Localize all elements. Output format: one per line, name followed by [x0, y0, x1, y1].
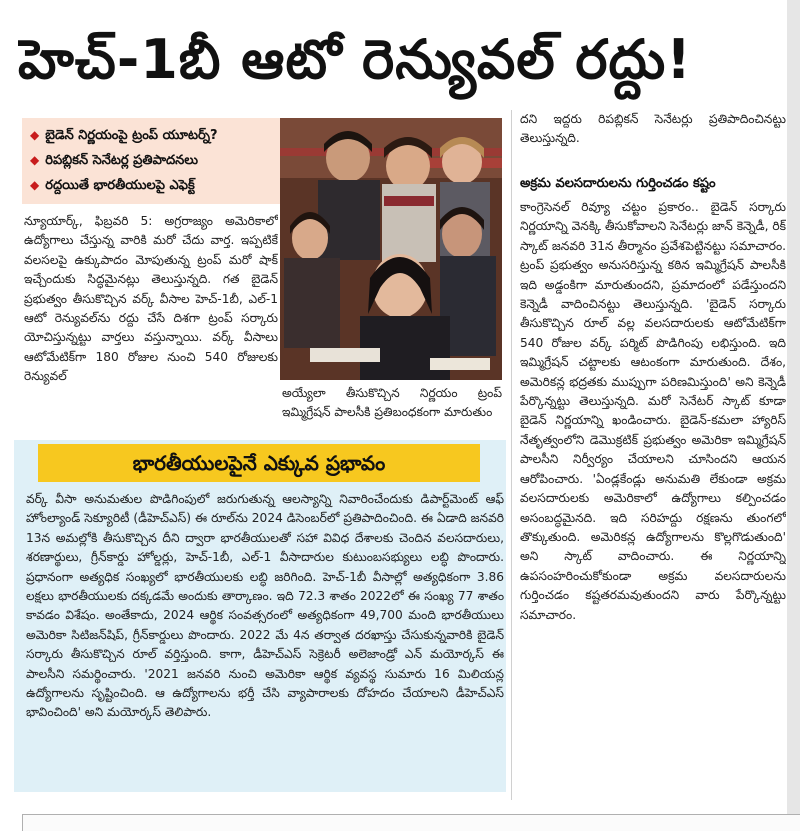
article-body-col1: న్యూయార్క్‌, ఫిబ్రవరి 5: అగ్రరాజ్యం అమెరికాలో ఉద్యోగాలు చేస్తున్న వారికి మరో చేదు వార్త. ఇప్పటికే వలసలపై ఉక్కుపాదం మోపుతున్న ట్రంప్‌ మరో షాక్‌ ఇచ్చేందుకు సిద్ధమైనట్లు తెలుస్తున్నది. గత బైడెన్‌ ప్రభుత్వం తీసుకొచ్చిన వర్క్‌ వీసాల హెచ్‌-1బీ, ఎల్‌-1 ఆటో రెన్యువల్‌ను రద్దు చేసే దిశగా ట్రంప్‌ సర్కారు యోచిస్తున్నట్టు వార్తలు వస్తున్నాయి. వర్క్‌ వీసాలు ఆటోమేటిక్‌గా 180 రోజుల నుంచి 540 రోజులకు రెన్యువల్‌ [24, 214, 278, 384]
news-photo [280, 118, 502, 380]
highlight-text: రిపబ్లికన్‌ సెనేటర్ల ప్రతిపాదనలు [45, 153, 199, 168]
sidebar-box-title: భారతీయులపైనే ఎక్కువ ప్రభావం [132, 451, 386, 475]
highlight-text: రద్దయితే భారతీయులపై ఎఫెక్ట్‌ [45, 178, 195, 193]
sidebar-box-header [14, 440, 506, 486]
bullet-icon: ◆ [30, 153, 40, 167]
bullet-icon: ◆ [30, 128, 40, 142]
column-divider [511, 110, 512, 800]
photo-caption: అయ్యేలా తీసుకొచ్చిన నిర్ణయం ట్రంప్‌ ఇమ్మిగ్రేషన్‌ పాలసీకి ప్రతిబంధకంగా మారుతుం [282, 386, 502, 420]
section-subheading: అక్రమ వలసదారులను గుర్తించడం కష్టం [520, 176, 716, 191]
article-body-col3-top: దని ఇద్దరు రిపబ్లికన్‌ సెనేటర్లు ప్రతిపాదించినట్టు తెలుస్తున్నది. [520, 112, 786, 146]
page-edge [787, 0, 800, 831]
next-article-frame [22, 814, 800, 831]
highlight-item [30, 173, 272, 198]
highlights-box [22, 118, 280, 204]
students-photo-illustration [280, 118, 502, 380]
highlight-item [30, 148, 272, 173]
highlight-text: బైడెన్‌ నిర్ణయంపై ట్రంప్‌ యూటర్న్‌? [45, 128, 218, 143]
bullet-icon: ◆ [30, 178, 40, 192]
sidebar-box-body: వర్క్‌ వీసా అనుమతుల పొడిగింపులో జరుగుతున్న ఆలస్యాన్ని నివారించేందుకు డిపార్ట్‌మెంట్‌ ఆఫ్‌ హోంల్యాండ్‌ సెక్యూరిటీ (డీహెచ్‌ఎస్‌) ఈ రూల్‌ను 2024 డిసెంబర్‌లో ప్రతిపాదించింది. ఈ ఏడాది జనవరి 13న అమల్లోకి తీసుకొచ్చిన దీని ద్వారా భారతీయులతో సహా వివిధ దేశాలకు చెందిన వలసదారులు, శరణార్థులు, గ్రీన్‌కార్డు హోల్డర్లు, హెచ్‌-1బీ, ఎల్‌-1 వీసాదారుల కుటుంబసభ్యులు లబ్ధి పొందారు. ప్రధానంగా అత్యధిక సంఖ్యలో భారతీయులకు లబ్ధి జరిగింది. హెచ్‌-1బీ వీసాల్లో అత్యధికంగా 3.86 లక్షలు భారతీయులకు దక్కడమే అందుకు తార్కాణం. ఇది 72.3 శాతం 2022లో ఈ సంఖ్య 77 శాతం కావడం విశేషం. అంతేకాదు, 2024 ఆర్థిక సంవత్సరంలో అత్యధికంగా 49,700 మంది భారతీయులు అమెరికా సిటిజన్‌షిప్‌, గ్రీన్‌కార్డులు పొందారు. 2022 మే 4న తర్వాత దరఖాస్తు చేసుకున్నవారికి బైడెన్‌ సర్కారు తీసుకొచ్చిన రూల్‌ వర్తిస్తుంది. కాగా, డీహెచ్‌ఎస్‌ సెక్రెటరీ అలెజాండ్రో ఎన్‌ మయోర్కస్‌ ఈ పాలసీని సమర్థించారు. '2021 జనవరి నుంచి అమెరికా ఆర్థిక వ్యవస్థ సుమారు 16 మిలియన్ల ఉద్యోగాలను సృష్టించింది. ఆ ఉద్యోగాలను భర్తీ చేసి వ్యాపారాలకు దోహదం చేయాలని డీహెచ్‌ఎస్‌ భావించింది' అని మయోర్కస్‌ తెలిపారు. [26, 492, 504, 720]
headline: హెచ్‌-1బీ ఆటో రెన్యువల్‌ రద్దు! [18, 28, 692, 91]
highlight-item [30, 123, 272, 148]
sidebar-box-title-banner [38, 444, 480, 482]
article-body-col3: కాంగ్రెసెనల్‌ రివ్యూ చట్టం ప్రకారం.. బైడెన్‌ సర్కారు నిర్ణయాన్ని వెనక్కి తీసుకోవాలని సెనేటర్లు జాన్‌ కెన్నెడీ, రిక్‌ స్కాట్‌ జనవరి 31న తీర్మానం ప్రవేశపెట్టినట్టు సమాచారం. ట్రంప్‌ ప్రభుత్వం అనుసరిస్తున్న కఠిన ఇమ్మిగ్రేషన్‌ పాలసీకి ఇది అడ్డంకిగా మారుతుందని, ప్రమాదంలో పడేస్తుందని కెన్నెడీ వాదించినట్టు తెలుస్తున్నది. 'బైడెన్‌ సర్కారు తీసుకొచ్చిన రూల్‌ వల్ల వలసదారులకు ఆటోమేటిక్‌గా 540 రోజుల వర్క్‌ పర్మిట్‌ పొడిగింపు లభిస్తుంది. ఇది ఇమ్మిగ్రేషన్‌ చట్టాలకు ఆటంకంగా మారుతుంది. దేశం, అమెరికన్ల భద్రతకు ముప్పుగా పరిణమిస్తుంది' అని కెన్నెడీ పేర్కొన్నట్టు తెలుస్తున్నది. మరో సెనేటర్‌ స్కాట్‌ కూడా బైడెన్‌ నిర్ణయాన్ని ఖండించారు. బైడెన్‌-కమలా హ్యారిస్‌ నేతృత్వంలోని డెమొక్రటిక్‌ ప్రభుత్వం అమెరికా ఇమ్మిగ్రేషన్‌ పాలసీని నిర్వీర్యం చేయాలని చూసిందని ఆయన ఆరోపించారు. 'ఏండ్లకేండ్లు అనుమతి లేకుండా అక్రమ వలసదారులకు అమెరికాలో ఉద్యోగాలు కల్పించడం అసంబద్ధమైనది. ఇది సరిహద్దు రక్షణను తుంగలో తొక్కుతుంది. అమెరికన్ల ఉద్యోగాలను కొల్లగొడుతుంది' అని స్కాట్‌ వాదించారు. ఈ నిర్ణయాన్ని ఉపసంహరించుకోకుండా అక్రమ వలసదారులను గుర్తించడం కష్టతరమవుతుందని వారు పేర్కొన్నట్టు సమాచారం. [520, 200, 786, 622]
